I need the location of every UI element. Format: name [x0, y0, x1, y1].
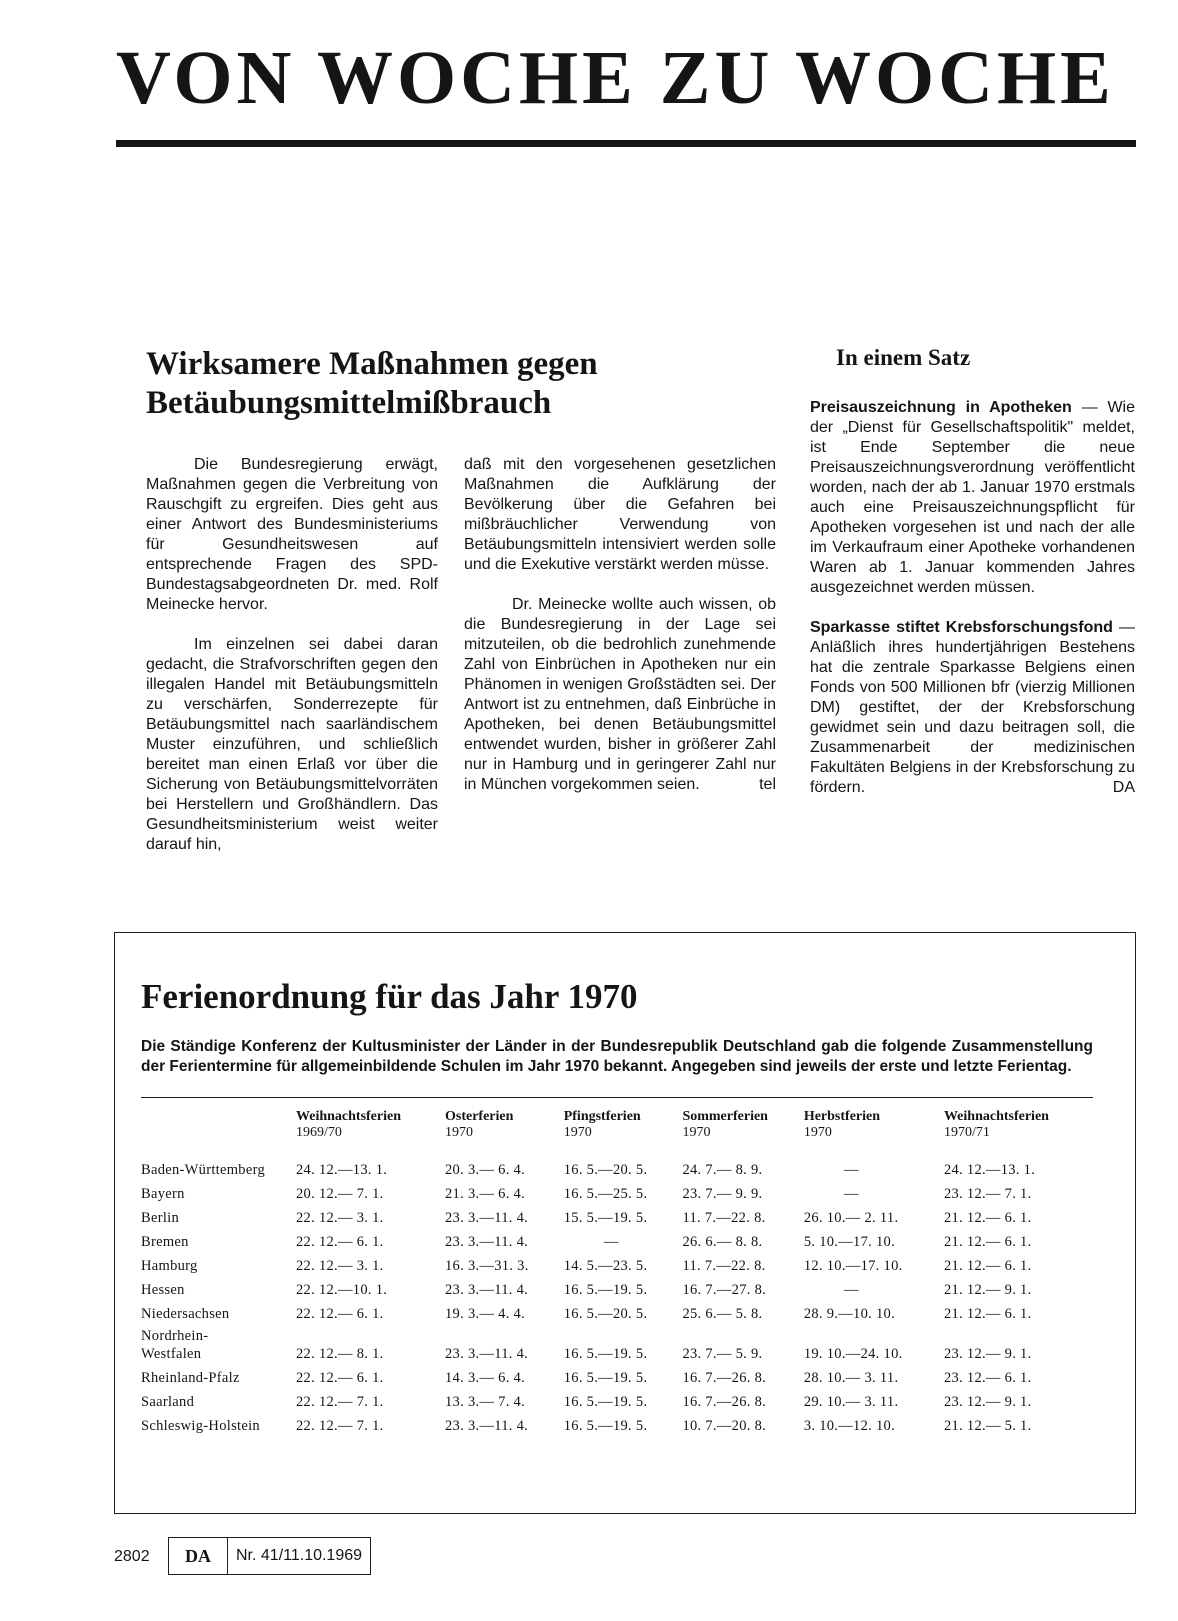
table-row	[141, 1411, 1093, 1435]
holiday-date-range: 19. 3.— 4. 4.	[445, 1306, 526, 1322]
column-header	[944, 1109, 1093, 1155]
table-row	[141, 1203, 1093, 1227]
table-row	[141, 1155, 1093, 1179]
holiday-date-range: 21. 12.— 6. 1.	[943, 1210, 1032, 1226]
table-top-rule	[141, 1097, 1093, 1098]
column-header	[296, 1109, 445, 1155]
holiday-date-range: 22. 12.— 7. 1.	[296, 1394, 384, 1410]
holiday-date-range: 13. 3.— 7. 4.	[445, 1394, 526, 1410]
state-name	[141, 1387, 296, 1411]
column-header-name: Weihnachtsferien	[943, 1109, 1049, 1124]
holiday-date-range: —	[843, 1186, 859, 1202]
state-name	[141, 1227, 296, 1251]
column-header	[445, 1109, 564, 1155]
holiday-date-range: 11. 7.—22. 8.	[682, 1258, 766, 1274]
table-row	[141, 1387, 1093, 1411]
sidebar-column	[810, 398, 1135, 818]
holiday-date-range: 22. 12.— 6. 1.	[296, 1306, 384, 1322]
holiday-date-range: 22. 12.— 8. 1.	[296, 1346, 384, 1362]
holiday-date-range: —	[603, 1234, 619, 1250]
state-name	[141, 1155, 296, 1179]
state-name	[141, 1251, 296, 1275]
holiday-date-range: 29. 10.— 3. 11.	[803, 1394, 899, 1410]
holiday-date-range: —	[843, 1162, 859, 1178]
holiday-schedule-box	[114, 932, 1136, 1514]
sidebar-signature: DA	[1112, 779, 1135, 796]
article-paragraph	[464, 595, 776, 795]
holiday-date-range: 16. 5.—20. 5.	[563, 1306, 648, 1322]
holiday-schedule-title: Ferienordnung für das Jahr 1970	[141, 977, 638, 1016]
article-title-line-1: Wirksamere Maßnahmen gegen	[146, 346, 598, 382]
sidebar-item	[810, 398, 1135, 598]
table-header-row	[141, 1109, 1093, 1155]
state-name-line: Hessen	[141, 1282, 185, 1298]
holiday-date-range: 23. 12.— 9. 1.	[943, 1346, 1032, 1362]
holiday-date-range: 21. 3.— 6. 4.	[445, 1186, 526, 1202]
column-header-year: 1970	[445, 1125, 473, 1140]
holiday-date-range: 22. 12.— 3. 1.	[296, 1210, 384, 1226]
holiday-date-range: 16. 5.—19. 5.	[563, 1346, 648, 1362]
holiday-date-range: 19. 10.—24. 10.	[803, 1346, 903, 1362]
state-name-line: Berlin	[141, 1210, 180, 1226]
table-row	[141, 1179, 1093, 1203]
publication-logo: DA	[169, 1538, 228, 1574]
state-name-line: Rheinland-Pfalz	[141, 1370, 240, 1386]
holiday-date-range: 23. 12.— 9. 1.	[943, 1394, 1032, 1410]
column-header-year: 1970	[803, 1125, 832, 1140]
footer-issue-box	[168, 1537, 371, 1575]
holiday-date-range: 14. 5.—23. 5.	[563, 1258, 648, 1274]
state-name-line: Baden-Württemberg	[141, 1162, 266, 1178]
holiday-date-range: 23. 3.—11. 4.	[445, 1282, 529, 1298]
state-name	[141, 1203, 296, 1227]
holiday-date-range: 23. 7.— 5. 9.	[682, 1346, 763, 1362]
state-name	[141, 1363, 296, 1387]
state-column-header	[141, 1109, 296, 1155]
masthead-title: VON WOCHE ZU WOCHE	[116, 36, 1115, 120]
holiday-date-range: 5. 10.—17. 10.	[803, 1234, 896, 1250]
state-name-line: Bayern	[141, 1186, 185, 1202]
holiday-date-range: 16. 5.—19. 5.	[563, 1370, 648, 1386]
holiday-schedule-intro: Die Ständige Konferenz der Kultusminister der Länder in der Bundesrepublik Deutschland gab die folgende Zusammenstellung der Ferientermine für allgemeinbildende Schulen im Jahr 1970 bekannt. Angegeben sind jeweils der erste und letzte Ferientag.	[141, 1038, 1093, 1075]
state-name-line: Niedersachsen	[141, 1306, 230, 1322]
article-paragraph: Im einzelnen sei dabei daran gedacht, die Strafvorschriften gegen den illegalen Handel mit Betäubungsmitteln zu verschärfen, Sonderrezepte für Betäubungsmittel nach saarländischem Muster einzuführen, und schließlich bereitet man einen Erlaß vor über die Sicherung von Betäubungsmittelvorräten bei Herstellern und Großhändlern. Das Gesundheitsministerium weist weiter darauf hin,	[146, 636, 438, 853]
holiday-date-range: 16. 7.—27. 8.	[682, 1282, 767, 1298]
holiday-date-range: 21. 12.— 5. 1.	[943, 1418, 1032, 1434]
holiday-date-range: 21. 12.— 6. 1.	[943, 1258, 1032, 1274]
state-name	[141, 1299, 296, 1323]
holiday-date-range: 11. 7.—22. 8.	[682, 1210, 766, 1226]
holiday-date-range: 22. 12.— 6. 1.	[296, 1234, 384, 1250]
author-signature: tel	[759, 776, 776, 793]
article-column-1	[146, 455, 438, 875]
holiday-date-range: 23. 7.— 9. 9.	[682, 1186, 763, 1202]
holiday-date-range: 16. 3.—31. 3.	[445, 1258, 529, 1274]
holiday-date-range: 23. 12.— 7. 1.	[943, 1186, 1032, 1202]
sidebar-item-text: — Wie der „Dienst für Gesellschaftspolitik" meldet, ist Ende September die neue Preisauszeichnungsverordnung veröffentlicht worden, nach der ab 1. Januar 1970 erstmals auch eine Preisauszeichnungspflicht für Apotheken vorgesehen ist und nach der alle im Verkaufraum einer Apotheke vorhandenen Waren ab 1. Januar kommenden Jahres ausgezeichnet werden müssen.	[810, 399, 1135, 596]
state-name-line: Nordrhein-	[141, 1328, 209, 1344]
state-name-line: Schleswig-Holstein	[141, 1418, 260, 1434]
holiday-date-range: 14. 3.— 6. 4.	[445, 1370, 526, 1386]
state-name-line: Hamburg	[141, 1258, 198, 1274]
sidebar-item-text: — Anläßlich ihres hundertjährigen Bestehens hat die zentrale Sparkasse Belgiens einen Fonds von 500 Millionen bfr (vierzig Millionen DM) gestiftet, der der Krebsforschung gewidmet sein und dazu beitragen soll, die Zusammenarbeit der medizinischen Fakultäten Belgiens in der Krebsforschung zu fördern.	[810, 619, 1135, 796]
holiday-date-range: 22. 12.—10. 1.	[296, 1282, 388, 1298]
column-header-name: Herbstferien	[803, 1109, 881, 1124]
table-row	[141, 1363, 1093, 1387]
holiday-date-range: 24. 12.—13. 1.	[943, 1162, 1036, 1178]
column-header-year: 1970/71	[943, 1125, 990, 1140]
masthead-rule	[116, 140, 1136, 147]
holiday-date-range: 12. 10.—17. 10.	[803, 1258, 903, 1274]
holiday-date-range: 20. 12.— 7. 1.	[296, 1186, 384, 1202]
article-paragraph-text: Dr. Meinecke wollte auch wissen, ob die Bundesregierung in der Lage sei mitzuteilen, ob die bedrohlich zunehmende Zahl von Einbrüchen in Apotheken nur ein Phänomen in wenigen Großstädten sei. Der Antwort ist zu entnehmen, daß Einbrüche in Apotheken, bei denen Betäubungsmittel entwendet wurden, bisher in größerer Zahl nur in Hamburg und in geringerer Zahl nur in München vorgekommen seien.	[464, 596, 776, 793]
state-name-line: Saarland	[141, 1394, 195, 1410]
holiday-date-range: 25. 6.— 5. 8.	[682, 1306, 763, 1322]
holiday-date-range: 16. 7.—26. 8.	[682, 1370, 767, 1386]
holiday-date-range: 22. 12.— 6. 1.	[296, 1370, 384, 1386]
column-header	[564, 1109, 683, 1155]
table-body	[141, 1155, 1093, 1435]
holiday-date-range: 23. 12.— 6. 1.	[943, 1370, 1032, 1386]
column-header-year: 1969/70	[296, 1125, 342, 1140]
holiday-date-range: 24. 12.—13. 1.	[296, 1162, 388, 1178]
state-name-line: Bremen	[141, 1234, 189, 1250]
holiday-date-range: 16. 5.—19. 5.	[563, 1418, 648, 1434]
holiday-date-range: 16. 5.—25. 5.	[563, 1186, 648, 1202]
state-name	[141, 1179, 296, 1203]
holiday-date-range: 16. 5.—19. 5.	[563, 1282, 648, 1298]
sidebar-item	[810, 618, 1135, 798]
holiday-date-range: 16. 7.—26. 8.	[682, 1394, 767, 1410]
state-name	[141, 1411, 296, 1435]
article-title	[146, 345, 786, 423]
holiday-date-range: 26. 6.— 8. 8.	[682, 1234, 763, 1250]
sidebar-title: In einem Satz	[836, 345, 971, 370]
holiday-date-range: 20. 3.— 6. 4.	[445, 1162, 526, 1178]
column-header-name: Pfingstferien	[563, 1109, 641, 1124]
state-name-line: Westfalen	[141, 1346, 202, 1362]
holiday-date-range: 28. 9.—10. 10.	[803, 1306, 896, 1322]
column-header-year: 1970	[682, 1125, 711, 1140]
column-header-name: Sommerferien	[682, 1109, 768, 1124]
article-column-2	[464, 455, 776, 815]
column-header	[682, 1109, 803, 1155]
column-header-year: 1970	[563, 1125, 592, 1140]
column-header-name: Osterferien	[445, 1109, 514, 1124]
table-row	[141, 1227, 1093, 1251]
column-header-name: Weihnachtsferien	[296, 1109, 401, 1124]
state-name	[141, 1323, 296, 1363]
state-name	[141, 1275, 296, 1299]
column-header	[804, 1109, 944, 1155]
table-row	[141, 1299, 1093, 1323]
article-paragraph: Die Bundesregierung erwägt, Maßnahmen gegen die Verbreitung von Rauschgift zu ergreifen. Dies geht aus einer Antwort des Bundesministeriums für Gesundheitswesen auf entsprechende Fragen des SPD-Bundestagsabgeordneten Dr. med. Rolf Meinecke hervor.	[146, 456, 438, 613]
holiday-date-range: 23. 3.—11. 4.	[445, 1210, 529, 1226]
table-row	[141, 1323, 1093, 1363]
holiday-date-range: 23. 3.—11. 4.	[445, 1234, 529, 1250]
article-paragraph: daß mit den vorgesehenen gesetzlichen Maßnahmen die Aufklärung der Bevölkerung über die Gefahren bei mißbräuchlicher Verwendung von Betäubungsmitteln intensiviert werden solle und die Exekutive verstärkt werden müsse.	[464, 456, 776, 573]
article-title-line-2: Betäubungsmittelmißbrauch	[146, 385, 552, 421]
page-number: 2802	[114, 1548, 150, 1565]
holiday-date-range: 15. 5.—19. 5.	[563, 1210, 648, 1226]
table-row	[141, 1275, 1093, 1299]
holiday-date-range: 24. 7.— 8. 9.	[682, 1162, 763, 1178]
holiday-date-range: 10. 7.—20. 8.	[682, 1418, 767, 1434]
holiday-date-range: 21. 12.— 9. 1.	[943, 1282, 1032, 1298]
holiday-date-range: 21. 12.— 6. 1.	[943, 1306, 1032, 1322]
holiday-date-range: 22. 12.— 7. 1.	[296, 1418, 384, 1434]
issue-number: Nr. 41/11.10.1969	[236, 1547, 363, 1564]
holiday-date-range: 16. 5.—20. 5.	[563, 1162, 648, 1178]
holiday-date-range: 28. 10.— 3. 11.	[803, 1370, 899, 1386]
sidebar-item-heading: Preisauszeichnung in Apotheken	[810, 399, 1072, 416]
holiday-date-range: 21. 12.— 6. 1.	[943, 1234, 1032, 1250]
holiday-date-range: —	[843, 1282, 859, 1298]
holiday-date-range: 22. 12.— 3. 1.	[296, 1258, 384, 1274]
table-row	[141, 1251, 1093, 1275]
holiday-date-range: 16. 5.—19. 5.	[563, 1394, 648, 1410]
holiday-date-range: 26. 10.— 2. 11.	[803, 1210, 899, 1226]
holiday-date-range: 23. 3.—11. 4.	[445, 1418, 529, 1434]
holiday-date-range: 3. 10.—12. 10.	[803, 1418, 896, 1434]
holiday-table	[141, 1109, 1093, 1435]
sidebar-item-heading: Sparkasse stiftet Krebsforschungsfond	[810, 619, 1113, 636]
holiday-date-range: 23. 3.—11. 4.	[445, 1346, 529, 1362]
